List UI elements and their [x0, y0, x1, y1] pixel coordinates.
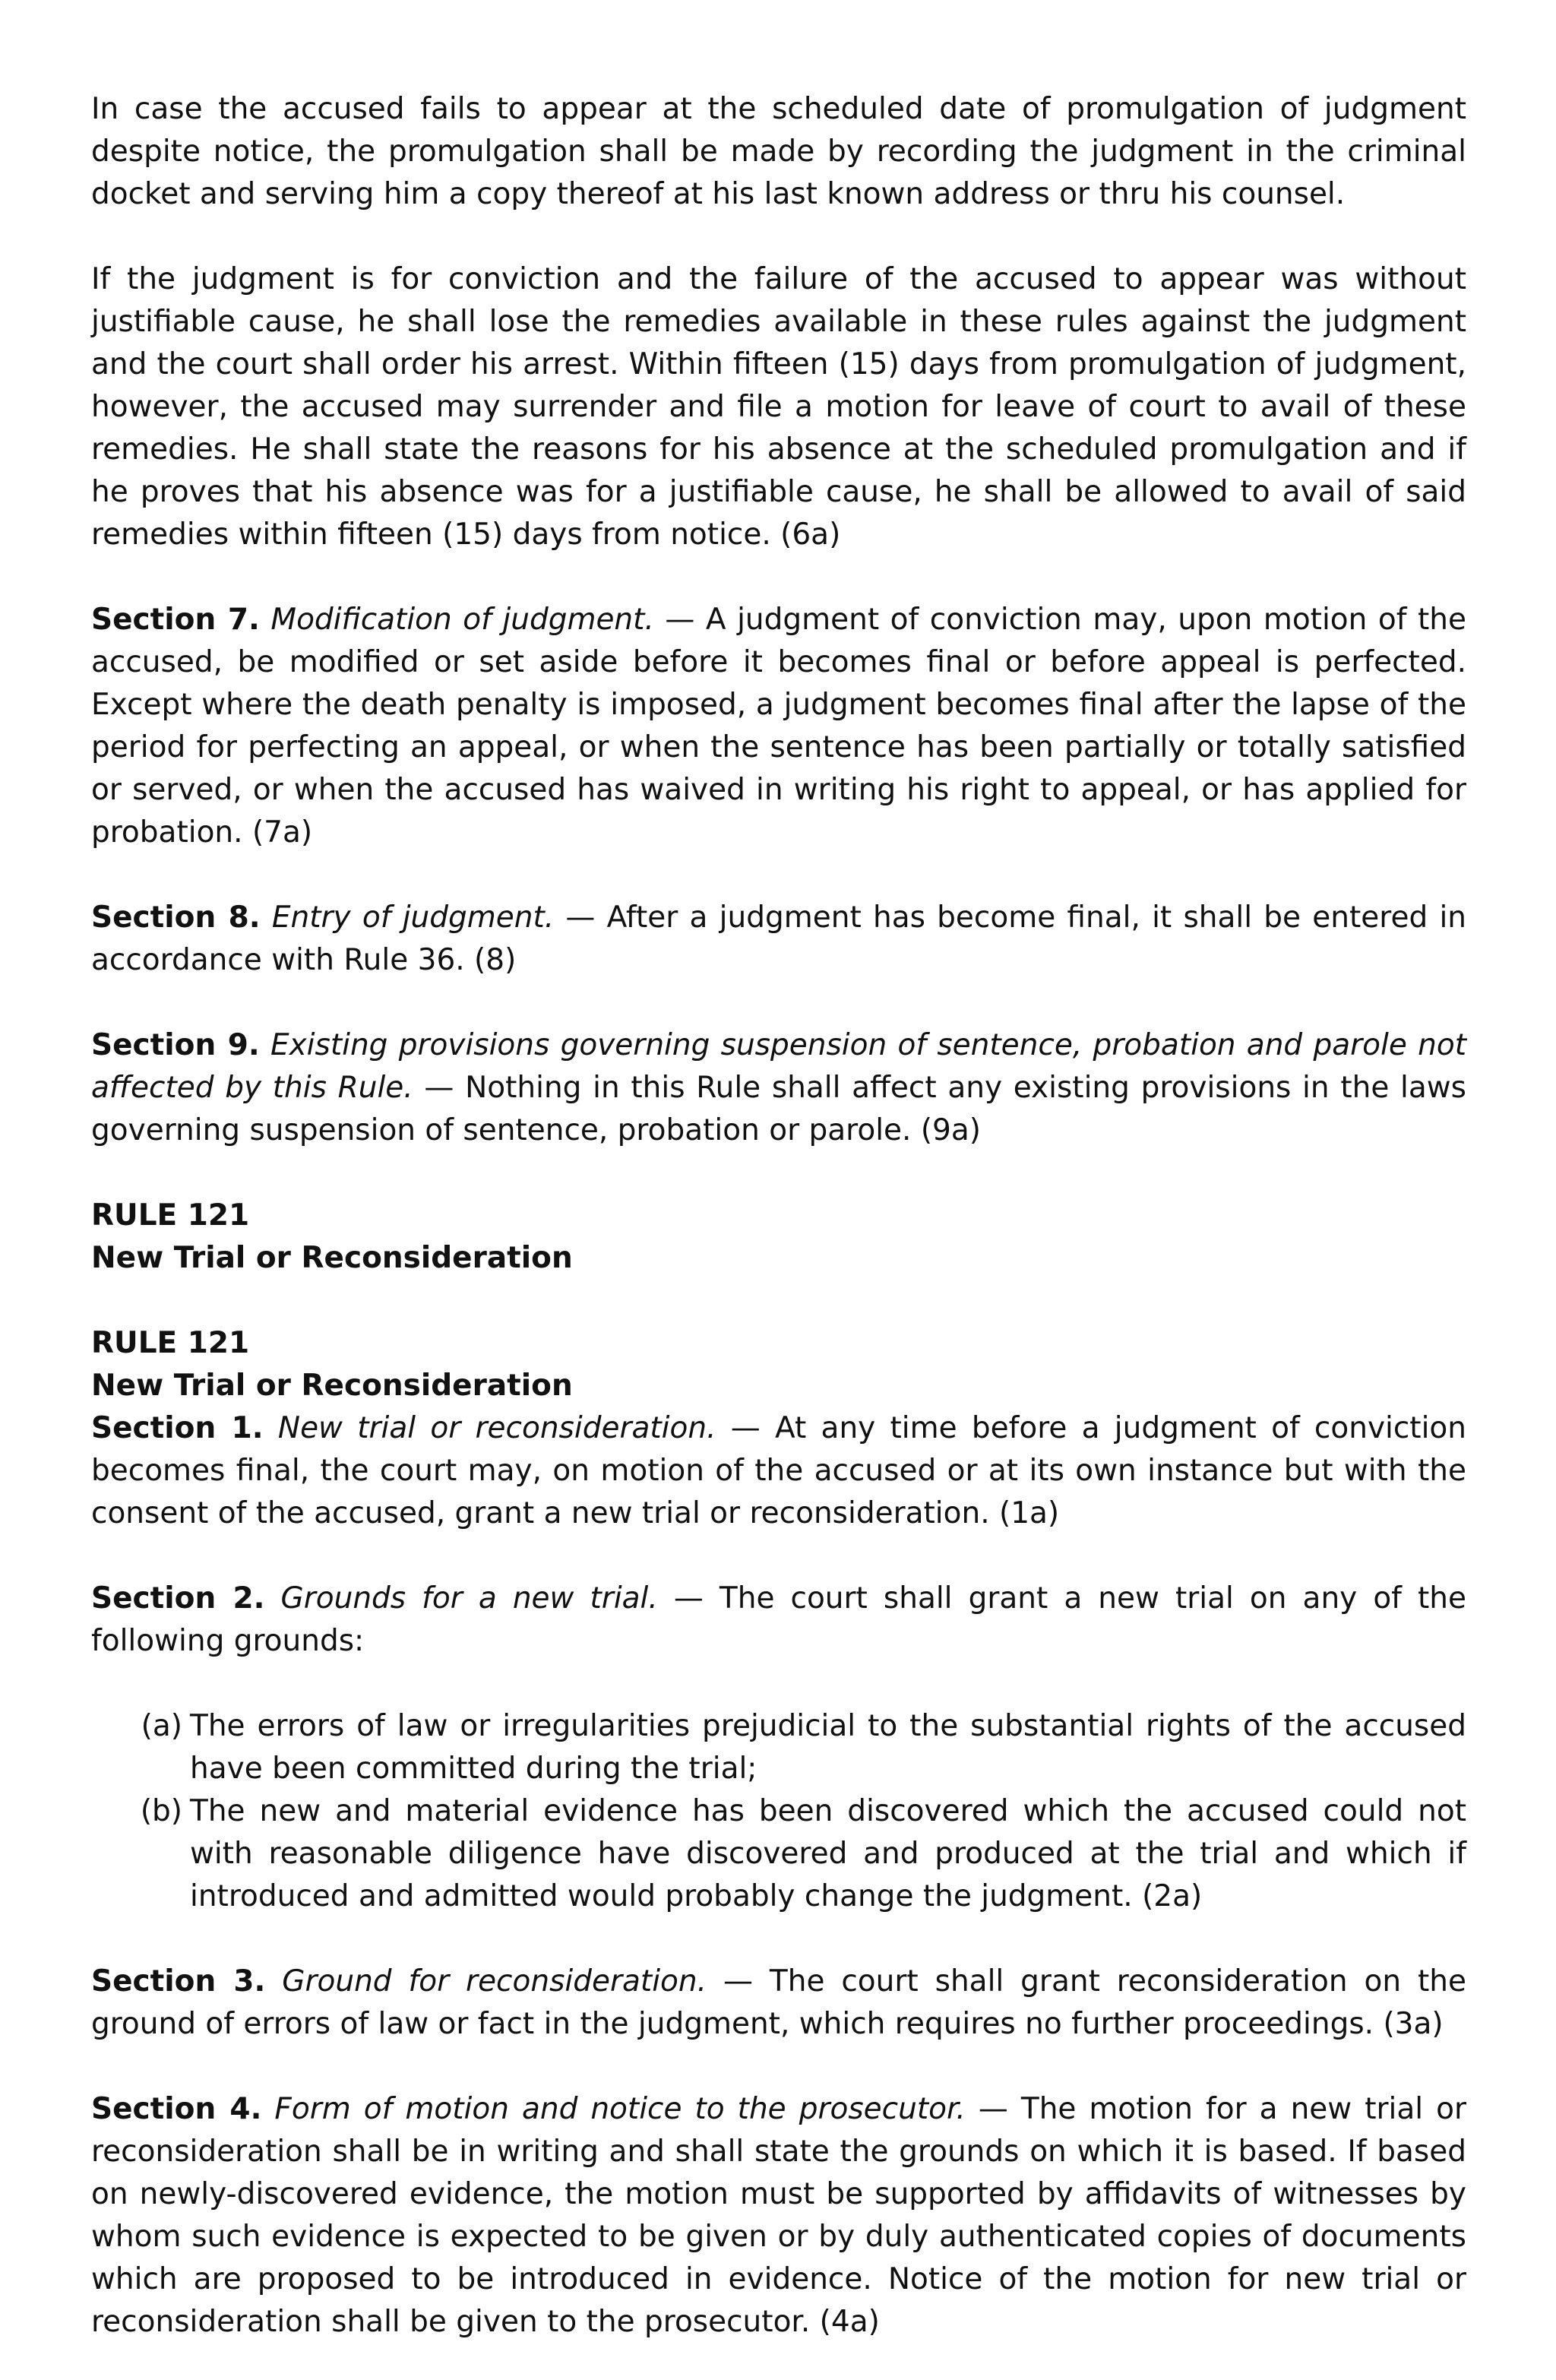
section-title: New trial or reconsideration. [277, 1411, 716, 1445]
section-title: Existing provisions governing suspension of sentence, probation and parole not affected by this Rule. [91, 1028, 1466, 1105]
section-title: Entry of judgment. [271, 900, 555, 935]
section-body: — A judgment of conviction may, upon motion of the accused, be modified or set aside before it becomes final or before appeal is perfected. Except where the death penalty is imposed, a judgment becomes final after the lapse of the period for perfecting an appeal, or when the sentence has been partially or totally satisfied or served, or when the accused has waived in writing his right to appeal, or has applied for probation. (7a) [91, 603, 1467, 850]
section-title: Form of motion and notice to the prosecutor. [274, 2092, 966, 2126]
section-body: — The court shall grant reconsideration on the ground of errors of law or fact in the judgment, which requires no further proceedings. (3a) [91, 1964, 1466, 2041]
rule-heading [91, 1195, 1466, 1280]
paragraph-conviction-remedies: If the judgment is for conviction and the failure of the accused to appear was without justifiable cause, he shall lose the remedies available in these rules against the judgment and the court shall order his arrest. Within fifteen (15) days from promulgation of judgment, however, the accused may surrender and file a motion for leave of court to avail of these remedies. He shall state the reasons for his absence at the scheduled promulgation and if he proves that his absence was for a justifiable cause, he shall be allowed to avail of said remedies within fifteen (15) days from notice. (6a) [91, 262, 1466, 552]
list-marker: (b) [140, 1794, 182, 1828]
section-4 [91, 2088, 1466, 2344]
section-label: Section 9. [91, 1028, 260, 1062]
section-body: — At any time before a judgment of conviction becomes final, the court may, on motion of the accused or at its own instance but with the consent of the accused, grant a new trial or reconsideration. (1a) [91, 1411, 1467, 1530]
section-body: — The court shall grant a new trial on any of the following grounds: [91, 1581, 1466, 1658]
section-3 [91, 1961, 1466, 2046]
paragraph-promulgation-absence: In case the accused fails to appear at the scheduled date of promulgation of judgment despite notice, the promulgation shall be made by recording the judgment in the criminal docket and serving him a copy thereof at his last known address or thru his counsel. [91, 92, 1466, 211]
list-item [91, 1705, 1466, 1790]
section-title: Grounds for a new trial. [280, 1581, 658, 1616]
section-label: Section 1. [91, 1411, 264, 1445]
rule-title: New Trial or Reconsideration [91, 1369, 573, 1403]
section-7 [91, 599, 1466, 854]
list-item-text: The new and material evidence has been discovered which the accused could not with reasonable diligence have discovered and produced at the trial and which if introduced and admitted would probably change the judgment. (2a) [190, 1794, 1466, 1913]
section-title: Ground for reconsideration. [282, 1964, 707, 1999]
rule-heading-repeat [91, 1322, 1466, 1407]
section-8 [91, 897, 1466, 982]
section-9 [91, 1024, 1466, 1152]
section-label: Section 3. [91, 1964, 266, 1999]
section-body: — Nothing in this Rule shall affect any existing provisions in the laws governing suspension of sentence, probation or parole. (9a) [91, 1071, 1466, 1147]
section-body: — The motion for a new trial or reconsideration shall be in writing and shall state the grounds on which it is based. If based on newly-discovered evidence, the motion must be supported by affidavits of witnesses by whom such evidence is expected to be given or by duly authenticated copies of documents which are proposed to be introduced in evidence. Notice of the motion for new trial or reconsideration shall be given to the prosecutor. (4a) [91, 2092, 1467, 2339]
section-label: Section 7. [91, 603, 260, 637]
section-1 [91, 1407, 1466, 1535]
section-body: — After a judgment has become final, it shall be entered in accordance with Rule 36. (8) [91, 900, 1467, 977]
document-page [91, 88, 1466, 2344]
section-label: Section 8. [91, 900, 261, 935]
section-label: Section 4. [91, 2092, 262, 2126]
section-label: Section 2. [91, 1581, 265, 1616]
rule-number: RULE 121 [91, 1198, 250, 1233]
list-item [91, 1790, 1466, 1918]
list-marker: (a) [141, 1709, 182, 1743]
grounds-list [91, 1705, 1466, 1918]
section-2 [91, 1578, 1466, 1663]
rule-number: RULE 121 [91, 1326, 250, 1360]
section-title: Modification of judgment. [270, 603, 654, 637]
list-item-text: The errors of law or irregularities prejudicial to the substantial rights of the accused have been committed during the trial; [190, 1709, 1466, 1786]
rule-title: New Trial or Reconsideration [91, 1241, 573, 1275]
